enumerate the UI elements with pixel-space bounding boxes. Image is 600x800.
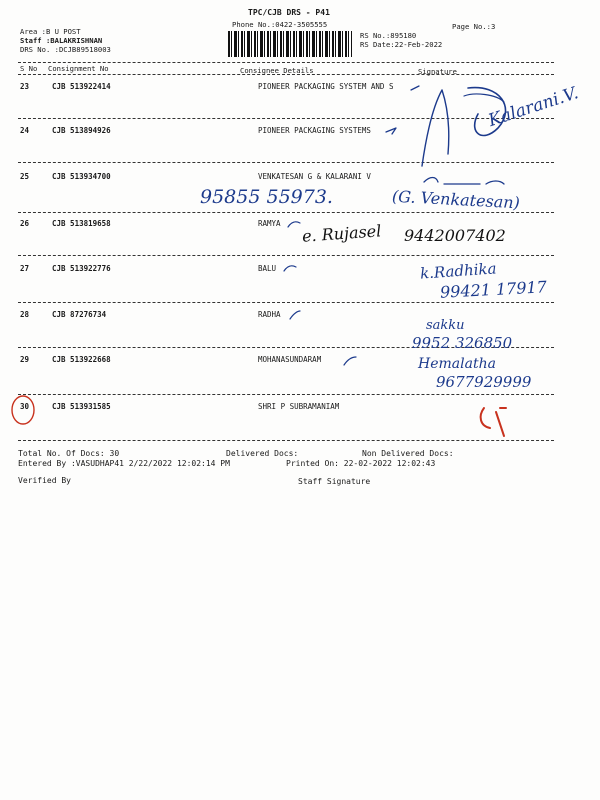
staff-signature-label: Staff Signature	[298, 477, 371, 486]
area-label: Area :B U POST	[20, 27, 81, 36]
col-sno: S No	[20, 64, 38, 73]
document-title: TPC/CJB DRS - P41	[248, 8, 330, 17]
col-consignment: Consignment No	[48, 64, 109, 73]
row-sno: 30	[20, 402, 30, 411]
row-consignee: PIONEER PACKAGING SYSTEMS	[258, 126, 371, 135]
red-check-mark	[474, 402, 514, 442]
handwritten-phone: 9442007402	[404, 226, 506, 245]
tick-marks	[280, 215, 360, 385]
handwritten-phone: 95855 55973.	[200, 186, 333, 208]
tick-marks	[246, 80, 436, 140]
handwritten-name: sakku	[426, 318, 465, 333]
handwritten-name: Hemalatha	[418, 356, 496, 372]
row-consignee: SHRI P SUBRAMANIAM	[258, 402, 340, 411]
divider	[18, 74, 554, 75]
divider	[18, 62, 554, 63]
non-delivered-docs: Non Delivered Docs:	[362, 449, 454, 458]
handwritten-signature: Kalarani.V.	[486, 83, 581, 132]
row-consignment: CJB 513922776	[52, 264, 111, 273]
row-consignee: BALU	[258, 264, 277, 273]
row-consignment: CJB 513819658	[52, 219, 111, 228]
row-consignee: RADHA	[258, 310, 281, 319]
entered-by: Entered By :VASUDHAP41 2/22/2022 12:02:14 PM	[18, 459, 230, 468]
rs-date: RS Date:22-Feb-2022	[360, 40, 443, 49]
drs-number: DRS No. :DCJB89518003	[20, 45, 111, 54]
row-consignee: VENKATESAN G & KALARANI V	[258, 172, 371, 181]
row-sno: 23	[20, 82, 30, 91]
row-sno: 24	[20, 126, 30, 135]
divider	[18, 394, 554, 395]
row-sno: 26	[20, 219, 30, 228]
total-docs: Total No. Of Docs: 30	[18, 449, 120, 458]
row-sno: 29	[20, 355, 30, 364]
circled-number-mark	[8, 394, 38, 428]
handwritten-name: (G. Venkatesan)	[391, 186, 521, 213]
staff-label: Staff :BALAKRISHNAN	[20, 36, 103, 45]
col-consignee: Consignee Details	[240, 66, 314, 75]
verified-by: Verified By	[18, 476, 71, 485]
row-consignment: CJB 513931585	[52, 402, 111, 411]
row-consignee: RAMYA	[258, 219, 281, 228]
row-consignee: PIONEER PACKAGING SYSTEM AND S	[258, 82, 394, 91]
rs-number: RS No.:895180	[360, 31, 417, 40]
col-signature: Signature	[418, 67, 457, 76]
row-consignment: CJB 87276734	[52, 310, 107, 319]
delivered-docs: Delivered Docs:	[226, 449, 299, 458]
row-consignment: CJB 513934700	[52, 172, 111, 181]
row-sno: 25	[20, 172, 30, 181]
row-sno: 27	[20, 264, 30, 273]
handwritten-phone: 9677929999	[436, 373, 532, 391]
row-consignment: CJB 513922414	[52, 82, 111, 91]
handwritten-name: k.Radhika	[419, 259, 498, 283]
handwritten-phone: 99421 17917	[439, 277, 548, 302]
handwritten-phone: 9952 326850	[412, 334, 513, 352]
phone-number: Phone No.:0422-3505555	[232, 20, 328, 29]
printed-on: Printed On: 22-02-2022 12:02:43	[286, 459, 436, 468]
divider	[18, 212, 554, 213]
page-number: Page No.:3	[452, 22, 496, 31]
row-sno: 28	[20, 310, 30, 319]
handwritten-signature: e. Rujasel	[301, 221, 382, 246]
barcode	[228, 31, 352, 57]
row-consignee: MOHANASUNDARAM	[258, 355, 322, 364]
row-consignment: CJB 513922668	[52, 355, 111, 364]
row-consignment: CJB 513894926	[52, 126, 111, 135]
